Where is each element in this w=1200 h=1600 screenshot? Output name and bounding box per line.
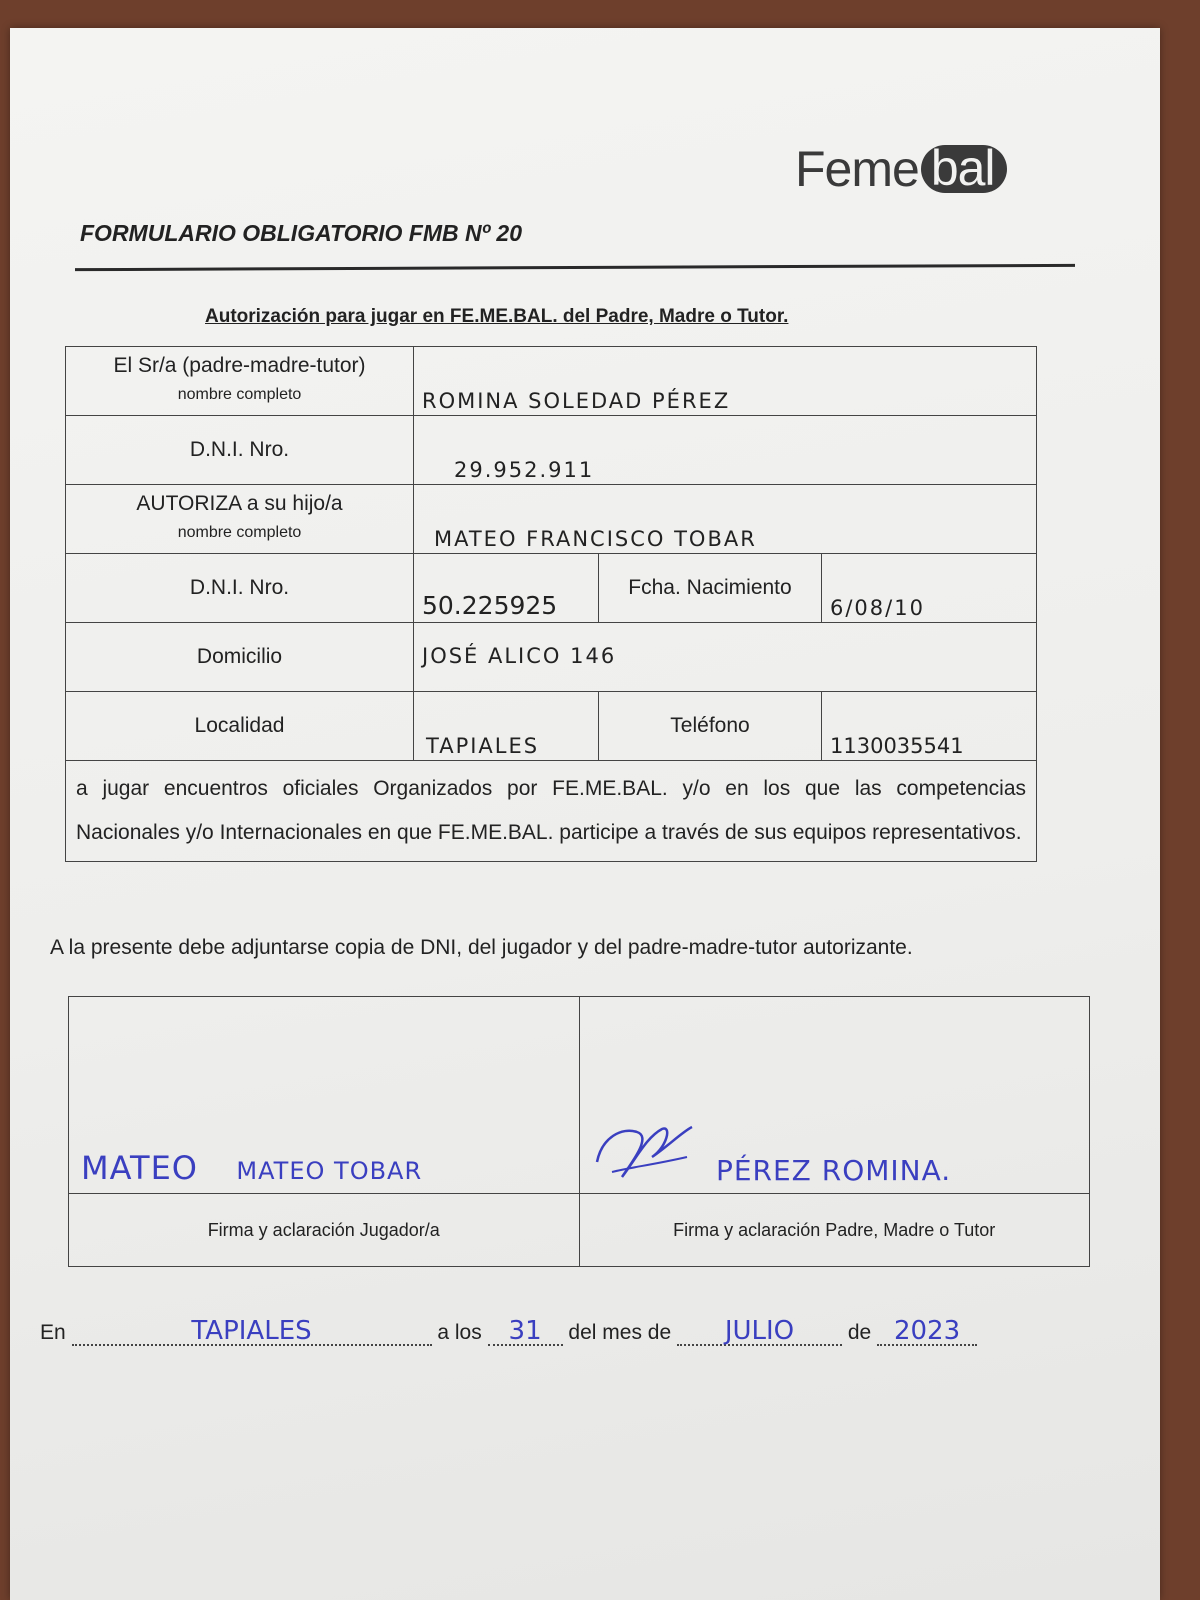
en-label: En (40, 1321, 66, 1344)
parent-clarification: PÉREZ ROMINA. (715, 1154, 952, 1187)
phone-label: Teléfono (599, 692, 822, 761)
child-dni-label: D.N.I. Nro. (66, 554, 414, 623)
signature-row (69, 997, 1090, 1194)
form-title: FORMULARIO OBLIGATORIO FMB Nº 20 (80, 220, 522, 246)
parent-dni-field[interactable]: 29.952.911 (414, 416, 1037, 485)
authorization-table (65, 346, 1037, 862)
address-row (66, 623, 1037, 692)
month-field[interactable]: JULIO (677, 1318, 842, 1346)
city-row (66, 692, 1037, 761)
logo-prefix: Feme (795, 141, 919, 197)
birth-date-label: Fcha. Nacimiento (599, 554, 822, 623)
title-divider (75, 264, 1075, 271)
parent-dni-label: D.N.I. Nro. (66, 416, 414, 485)
parent-name-field[interactable]: ROMINA SOLEDAD PÉREZ (414, 347, 1037, 416)
address-label: Domicilio (66, 623, 414, 692)
child-dni-field[interactable]: 50.225925 (414, 554, 599, 623)
parent-sublabel: nombre completo (177, 386, 302, 403)
form-sheet (10, 28, 1160, 1600)
signature-caption-row (69, 1194, 1090, 1267)
parent-row (66, 347, 1037, 416)
parent-label-cell (66, 347, 414, 416)
child-label: AUTORIZA a su hijo/a (136, 492, 343, 515)
paragraph-row (66, 761, 1037, 862)
birth-date-field[interactable]: 6/08/10 (822, 554, 1037, 623)
femebal-logo (795, 140, 1007, 198)
parent-signature-box[interactable] (579, 997, 1090, 1194)
player-signature-box[interactable] (69, 997, 580, 1194)
parent-label: El Sr/a (padre-madre-tutor) (113, 354, 366, 377)
day-label: a los (437, 1321, 482, 1344)
logo-suffix: bal (921, 145, 1007, 193)
year-label: de (847, 1321, 872, 1344)
child-name-field[interactable]: MATEO FRANCISCO TOBAR (414, 485, 1037, 554)
place-field[interactable]: TAPIALES (72, 1318, 432, 1346)
child-dni-row (66, 554, 1037, 623)
player-signature-caption: Firma y aclaración Jugador/a (69, 1194, 580, 1267)
player-clarification: MATEO TOBAR (236, 1157, 423, 1185)
address-field[interactable]: JOSÉ ALICO 146 (414, 623, 1037, 692)
city-label: Localidad (66, 692, 414, 761)
child-row (66, 485, 1037, 554)
signature-table (68, 996, 1090, 1267)
form-subtitle: Autorización para jugar en FE.ME.BAL. del Padre, Madre o Tutor. (205, 306, 789, 327)
attachment-note: A la presente debe adjuntarse copia de DNI, del jugador y del padre-madre-tutor autorizante. (50, 936, 913, 959)
parent-dni-row (66, 416, 1037, 485)
month-label: del mes de (568, 1321, 672, 1344)
parent-signature-scribble (592, 1117, 702, 1187)
authorization-paragraph: a jugar encuentros oficiales Organizados por FE.ME.BAL. y/o en los que las competencias Nacionales y/o Internacionales en que FE.ME.BAL. participe a través de sus equipos representativos. (66, 761, 1037, 862)
year-field[interactable]: 2023 (877, 1318, 977, 1346)
day-field[interactable]: 31 (488, 1318, 563, 1346)
phone-field[interactable]: 1130035541 (822, 692, 1037, 761)
player-signature: MATEO (81, 1149, 198, 1187)
child-sublabel: nombre completo (177, 524, 302, 541)
date-place-line (40, 1318, 977, 1346)
city-field[interactable]: TAPIALES (414, 692, 599, 761)
child-label-cell (66, 485, 414, 554)
parent-signature-caption: Firma y aclaración Padre, Madre o Tutor (579, 1194, 1090, 1267)
